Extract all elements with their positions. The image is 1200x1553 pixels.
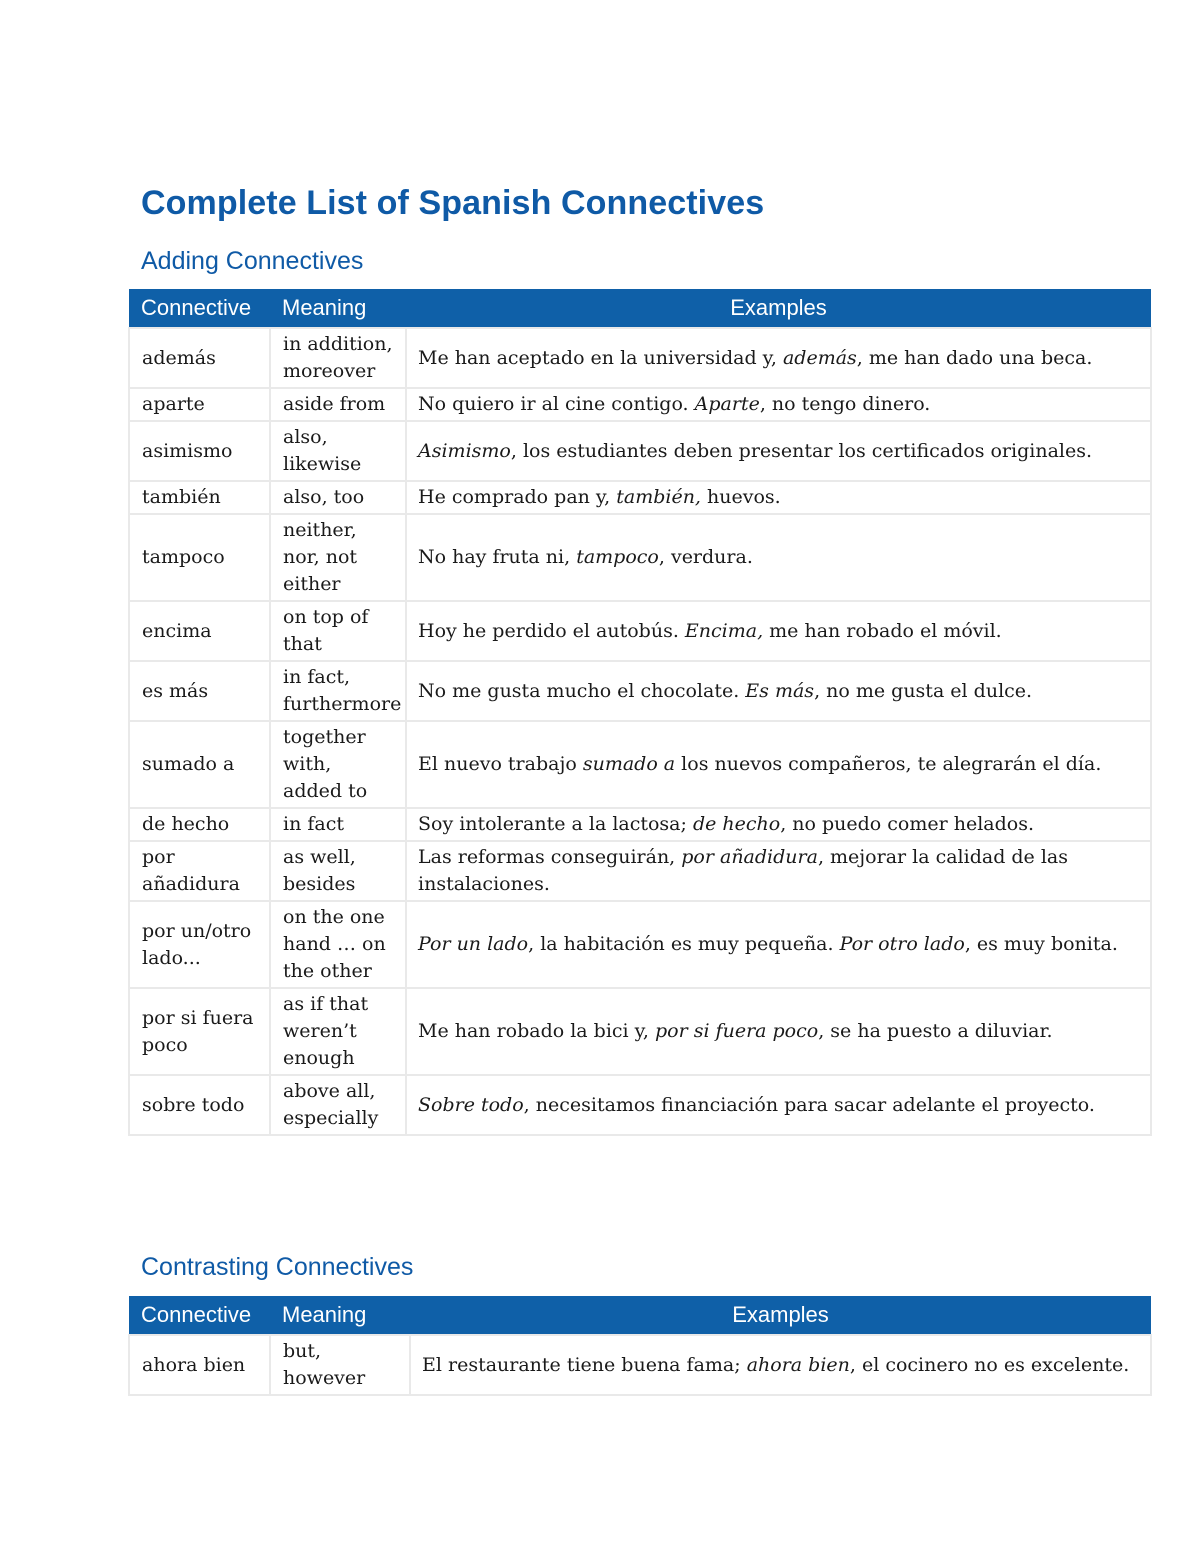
example-text: Me han robado la bici y,	[418, 1020, 655, 1042]
example-text: , no me gusta el dulce.	[814, 679, 1033, 702]
example-connective-italic: tampoco	[576, 546, 659, 568]
example-connective-italic: sumado a	[582, 753, 676, 775]
column-header-connective: Connective	[129, 289, 270, 328]
table-header-row	[129, 289, 1151, 328]
example-cell	[406, 1075, 1151, 1135]
connective-cell: tampoco	[129, 514, 270, 601]
connective-cell: por añadidura	[129, 841, 270, 901]
example-connective-italic: por si fuera poco	[654, 1020, 819, 1042]
meaning-cell: as well, besides	[270, 841, 406, 901]
page-title: Complete List of Spanish Connectives	[141, 184, 765, 222]
example-text: Soy intolerante a la lactosa;	[418, 813, 693, 835]
example-cell	[406, 514, 1151, 601]
example-text: He comprado pan y,	[418, 486, 617, 508]
column-header-meaning: Meaning	[270, 1296, 410, 1335]
connective-cell: sobre todo	[129, 1075, 270, 1135]
table-row	[129, 601, 1151, 661]
example-cell	[406, 901, 1151, 988]
meaning-cell: but, however	[270, 1335, 410, 1395]
table-row	[129, 421, 1151, 481]
connective-cell: además	[129, 328, 270, 388]
column-header-meaning: Meaning	[270, 289, 406, 328]
example-text: , necesitamos financiación para sacar adelante el proyecto.	[523, 1093, 1095, 1116]
connective-cell: también	[129, 481, 270, 514]
section-heading-contrasting: Contrasting Connectives	[141, 1253, 414, 1281]
connective-cell: de hecho	[129, 808, 270, 841]
example-connective-italic: Sobre todo	[418, 1093, 524, 1116]
table-row	[129, 1075, 1151, 1135]
meaning-cell: in addition, moreover	[270, 328, 406, 388]
example-cell	[406, 988, 1151, 1075]
example-text: Hoy he perdido el autobús.	[418, 619, 685, 642]
example-text: El restaurante tiene buena fama;	[422, 1353, 747, 1376]
table-row	[129, 481, 1151, 514]
connective-cell: es más	[129, 661, 270, 721]
adding-connectives-table	[128, 289, 1152, 1136]
meaning-cell: also, likewise	[270, 421, 406, 481]
example-text: , me han dado una beca.	[856, 346, 1093, 369]
column-header-examples: Examples	[410, 1296, 1151, 1335]
example-connective-italic: ahora bien	[746, 1353, 850, 1376]
connective-cell: por si fuera poco	[129, 988, 270, 1075]
example-connective-italic: además	[782, 346, 857, 369]
table-row	[129, 721, 1151, 808]
example-text: El nuevo trabajo	[418, 753, 583, 775]
example-text: , no puedo comer helados.	[780, 813, 1035, 835]
table-row	[129, 388, 1151, 421]
table-row	[129, 841, 1151, 901]
example-cell	[406, 421, 1151, 481]
meaning-cell: as if that weren’t enough	[270, 988, 406, 1075]
example-text: No me gusta mucho el chocolate.	[418, 679, 746, 702]
meaning-cell: also, too	[270, 481, 406, 514]
example-text: , los estudiantes deben presentar los certificados originales.	[510, 439, 1093, 462]
table-body	[129, 1335, 1151, 1395]
column-header-examples: Examples	[406, 289, 1151, 328]
column-header-connective: Connective	[129, 1296, 270, 1335]
example-connective-italic: Aparte	[694, 393, 760, 415]
example-text: No quiero ir al cine contigo.	[418, 393, 695, 415]
connective-cell: por un/otro lado...	[129, 901, 270, 988]
meaning-cell: together with, added to	[270, 721, 406, 808]
example-text: Me han aceptado en la universidad y,	[418, 346, 783, 369]
example-text: me han robado el móvil.	[763, 619, 1002, 642]
example-text: , no tengo dinero.	[759, 393, 931, 415]
example-text: , mejorar la calidad de las instalaciones.	[418, 846, 1068, 895]
example-cell	[406, 721, 1151, 808]
example-text: , verdura.	[658, 546, 753, 568]
example-connective-italic: Por un lado	[418, 933, 529, 955]
meaning-cell: aside from	[270, 388, 406, 421]
table-row	[129, 661, 1151, 721]
example-text: , es muy bonita.	[964, 933, 1118, 955]
example-connective-italic: también,	[616, 486, 701, 508]
table-row	[129, 328, 1151, 388]
table-row	[129, 808, 1151, 841]
meaning-cell: on top of that	[270, 601, 406, 661]
contrasting-connectives-table	[128, 1296, 1152, 1396]
table-row	[129, 901, 1151, 988]
connective-cell: aparte	[129, 388, 270, 421]
meaning-cell: in fact, furthermore	[270, 661, 406, 721]
section-heading-adding: Adding Connectives	[141, 247, 364, 275]
example-connective-italic: por añadidura	[681, 846, 818, 868]
example-connective-italic: Por otro lado	[839, 933, 965, 955]
meaning-cell: above all, especially	[270, 1075, 406, 1135]
connective-cell: ahora bien	[129, 1335, 270, 1395]
example-cell	[410, 1335, 1151, 1395]
example-text: , la habitación es muy pequeña.	[528, 933, 840, 955]
example-text: huevos.	[700, 486, 781, 508]
example-cell	[406, 601, 1151, 661]
example-connective-italic: Asimismo	[418, 439, 511, 462]
table-row	[129, 1335, 1151, 1395]
example-cell	[406, 388, 1151, 421]
example-text: , se ha puesto a diluviar.	[818, 1020, 1053, 1042]
example-text: No hay fruta ni,	[418, 546, 577, 568]
meaning-cell: on the one hand … on the other	[270, 901, 406, 988]
example-cell	[406, 661, 1151, 721]
example-cell	[406, 808, 1151, 841]
example-cell	[406, 841, 1151, 901]
example-text: , el cocinero no es excelente.	[849, 1353, 1130, 1376]
table-row	[129, 988, 1151, 1075]
example-cell	[406, 481, 1151, 514]
example-connective-italic: Es más	[745, 679, 815, 702]
example-text: Las reformas conseguirán,	[418, 846, 682, 868]
example-connective-italic: de hecho	[692, 813, 781, 835]
connective-cell: asimismo	[129, 421, 270, 481]
table-row	[129, 514, 1151, 601]
example-cell	[406, 328, 1151, 388]
meaning-cell: neither, nor, not either	[270, 514, 406, 601]
table-body	[129, 328, 1151, 1135]
connective-cell: sumado a	[129, 721, 270, 808]
meaning-cell: in fact	[270, 808, 406, 841]
connective-cell: encima	[129, 601, 270, 661]
table-header-row	[129, 1296, 1151, 1335]
example-text: los nuevos compañeros, te alegrarán el día.	[675, 753, 1102, 775]
example-connective-italic: Encima,	[684, 619, 764, 642]
